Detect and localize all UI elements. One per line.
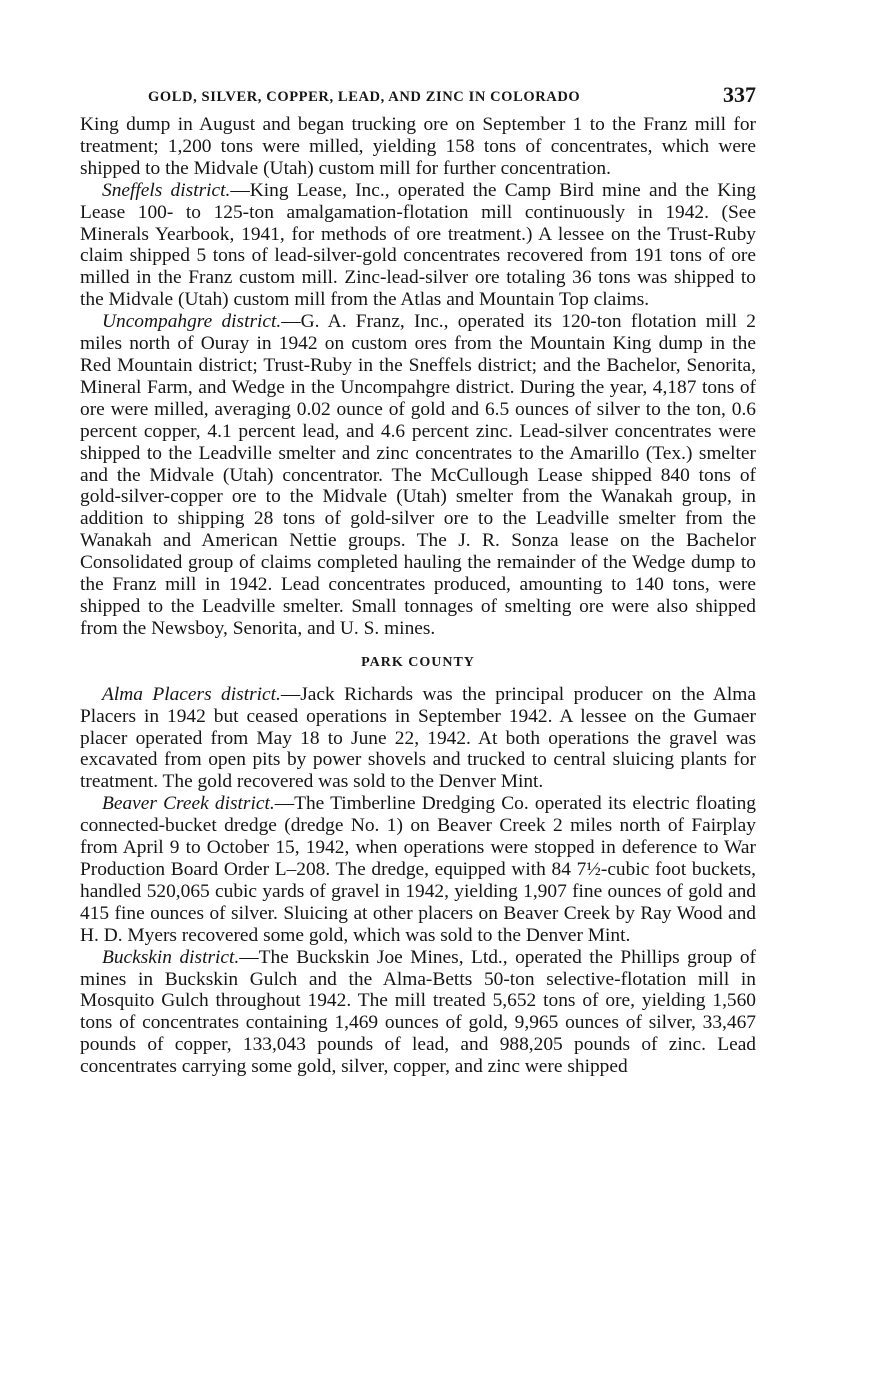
section-heading: PARK COUNTY [361,654,475,670]
paragraph-uncompahgre [80,311,756,640]
running-head [80,82,756,112]
paragraph-text: —King Lease, Inc., operated the Camp Bird mine and the King Lease 100- to 125-ton amalgamation-flotation mill continuously in 1942. (See Minerals Yearbook, 1941, for methods of ore treatment.) A lessee on the Trust-Ruby claim shipped 5 tons of lead-silver-gold concentrates recovered from 191 tons of ore milled in the Franz custom mill. Zinc-lead-silver ore totaling 36 tons was shipped to the Midvale (Utah) custom mill from the Atlas and Mountain Top claims. [80,179,756,311]
paragraph-buckskin [80,947,756,1078]
district-name: Sneffels district. [102,179,231,201]
paragraph-beaver-creek [80,793,756,946]
paragraph-text: —Jack Richards was the principal producer on the Alma Placers in 1942 but ceased operations in September 1942. A lessee on the Gumaer placer operated from May 18 to June 22, 1942. At both operations the gravel was excavated from open pits by power shovels and trucked to central sluicing plants for treatment. The gold recovered was sold to the Denver Mint. [80,683,756,793]
body-text [80,114,756,1078]
paragraph-text: —The Buckskin Joe Mines, Ltd., operated the Phillips group of mines in Buckskin Gulch and the Alma-Betts 50-ton selective-flotation mill in Mosquito Gulch throughout 1942. The mill treated 5,652 tons of ore, yielding 1,560 tons of concentrates containing 1,469 ounces of gold, 9,965 ounces of silver, 33,467 pounds of copper, 133,043 pounds of lead, and 988,205 pounds of zinc. Lead concentrates carrying some gold, silver, copper, and zinc were shipped [80,946,756,1078]
running-title: GOLD, SILVER, COPPER, LEAD, AND ZINC IN COLORADO [148,89,581,105]
paragraph-sneffels [80,180,756,311]
district-name: Buckskin district. [102,946,240,968]
paragraph-text: —The Timberline Dredging Co. operated its electric floating connected-bucket dredge (dredge No. 1) on Beaver Creek 2 miles north of Fairplay from April 9 to October 15, 1942, when operations were stopped in deference to War Production Board Order L–208. The dredge, equipped with 84 7½-cubic foot buckets, handled 520,065 cubic yards of gravel in 1942, yielding 1,907 fine ounces of gold and 415 fine ounces of silver. Sluicing at other placers on Beaver Creek by Ray Wood and H. D. Myers recovered some gold, which was sold to the Denver Mint. [80,793,756,946]
document-page [80,82,756,1078]
district-name: Beaver Creek district. [102,793,275,815]
paragraph-text: King dump in August and began trucking ore on September 1 to the Franz mill for treatment; 1,200 tons were milled, yielding 158 tons of concentrates, which were shipped to the Midvale (Utah) custom mill for further concentration. [80,114,756,179]
page-number: 337 [723,82,756,107]
district-name: Uncompahgre district. [102,311,282,333]
paragraph-continuation [80,114,756,180]
paragraph-text: —G. A. Franz, Inc., operated its 120-ton flotation mill 2 miles north of Ouray in 1942 on custom ores from the Mountain King dump in the Red Mountain district; Trust-Ruby in the Sneffels district; and the Bachelor, Senorita, Mineral Farm, and Wedge in the Uncompahgre district. During the year, 4,187 tons of ore were milled, averaging 0.02 ounce of gold and 6.5 ounces of silver to the ton, 0.6 percent copper, 4.1 percent lead, and 4.6 percent zinc. Lead-silver concentrates were shipped to the Leadville smelter and zinc concentrates to the Amarillo (Tex.) smelter and the Midvale (Utah) concentrator. The McCullough Lease shipped 840 tons of gold-silver-copper ore to the Midvale (Utah) smelter from the Wanakah group, in addition to shipping 28 tons of gold-silver ore to the Leadville smelter from the Wanakah and American Nettie groups. The J. R. Sonza lease on the Bachelor Consolidated group of claims completed hauling the remainder of the Wedge dump to the Franz mill in 1942. Lead concentrates produced, amounting to 140 tons, were shipped to the Leadville smelter. Small tonnages of smelting ore were also shipped from the Newsboy, Senorita, and U. S. mines. [80,311,756,639]
paragraph-alma-placers [80,684,756,794]
district-name: Alma Placers district. [102,683,281,705]
